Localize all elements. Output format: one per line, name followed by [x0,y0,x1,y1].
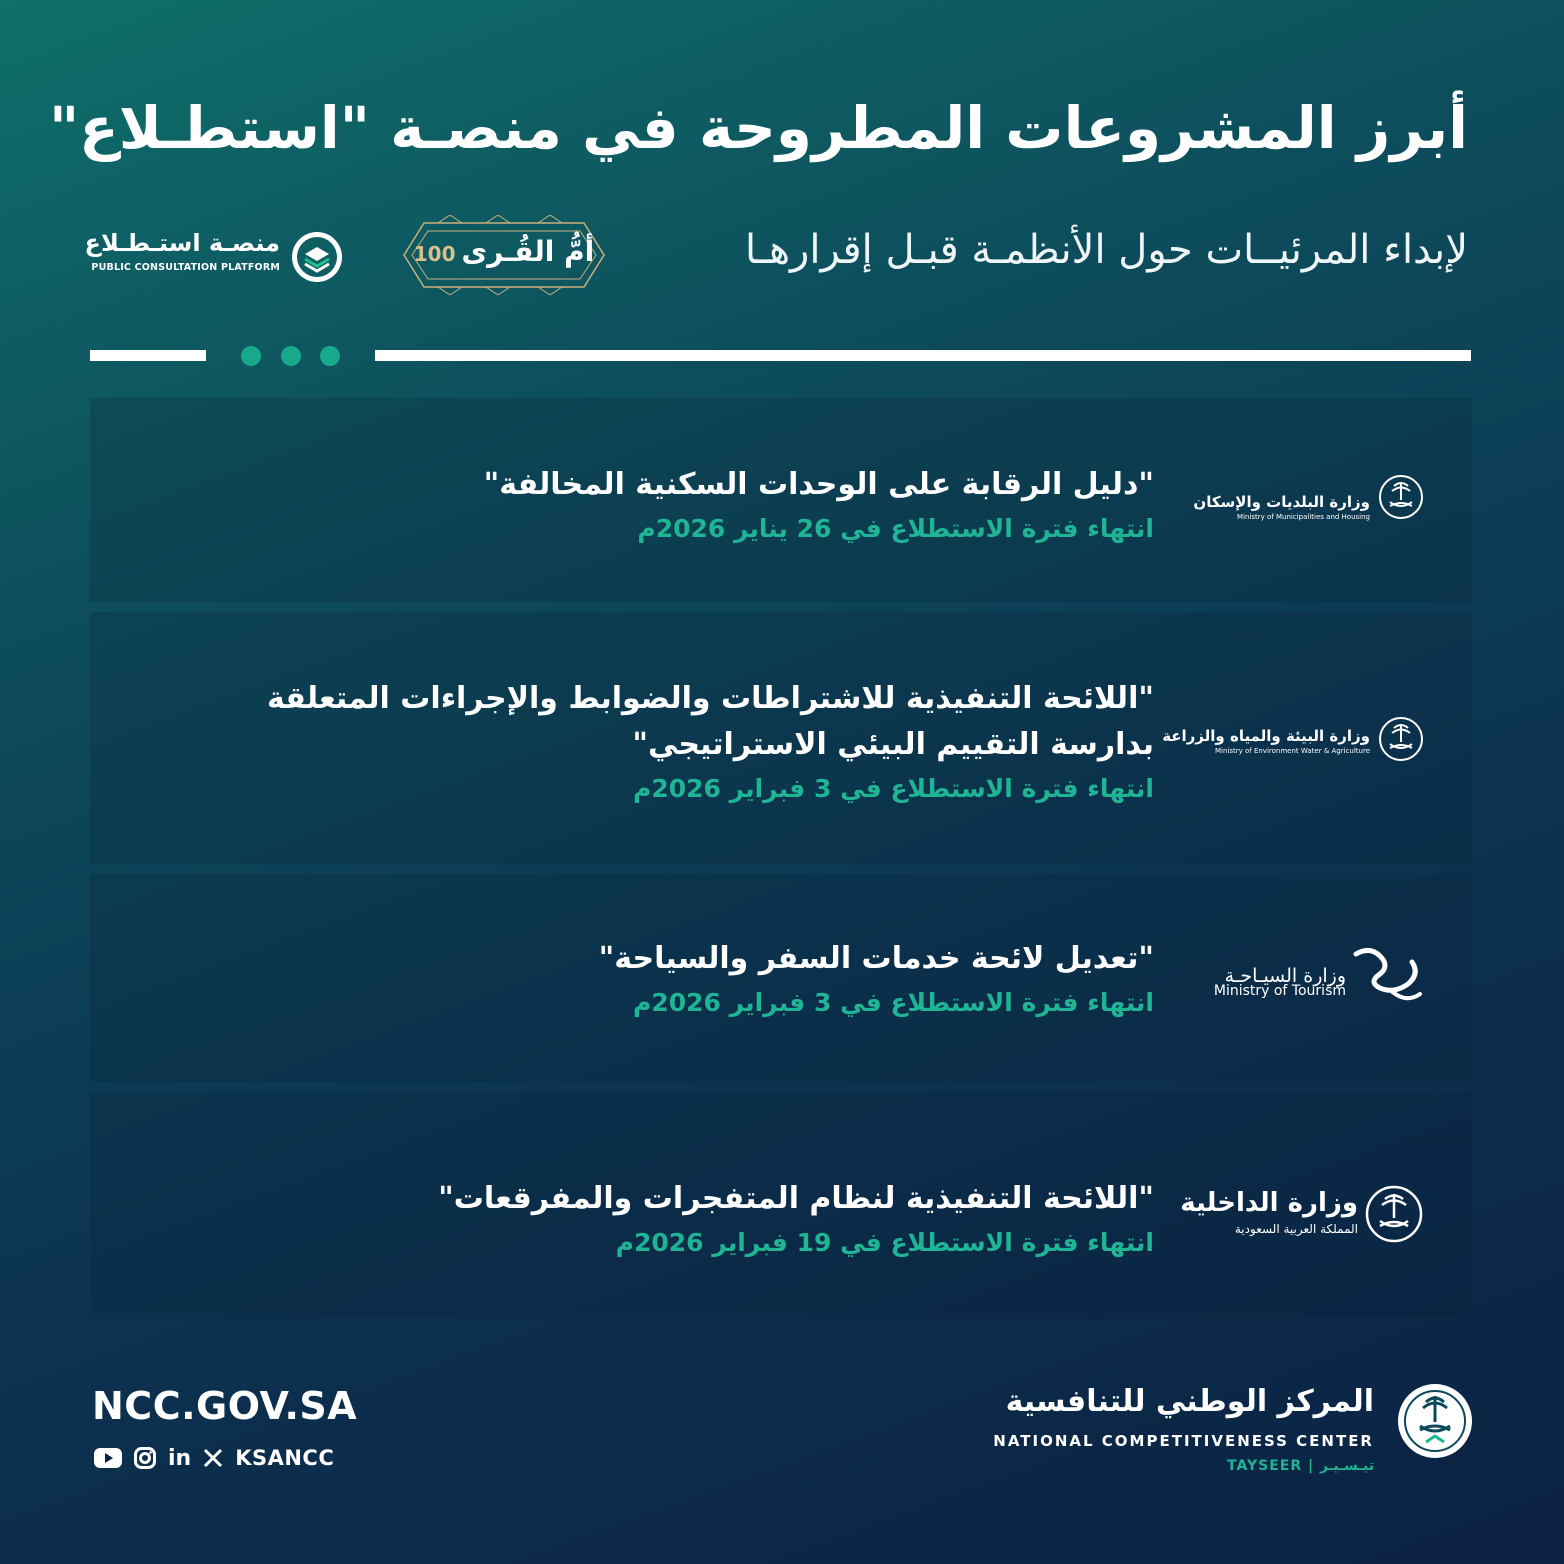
project-title: "اللائحة التنفيذية للاشتراطات والضوابط والإجراءات المتعلقة بدارسة التقييم البيئي الاستراتيجي" [266,681,1154,762]
divider-dot [281,346,301,366]
instagram-icon[interactable] [134,1447,156,1469]
umm-al-qura-logo [398,215,610,295]
project-title: "تعديل لائحة خدمات السفر والسياحة" [598,941,1154,976]
divider-left [90,350,206,361]
divider-right [375,350,1471,361]
layers-check-icon [290,230,344,284]
ministry-logo [1136,965,1346,999]
page-title: أبرز المشروعات المطروحة في منصـة "استطـلاع" [48,94,1468,162]
palm-swords-emblem-icon [1364,1184,1424,1244]
project-title: "دليل الرقابة على الوحدات السكنية المخالفة" [483,467,1154,502]
ministry-name-ar: وزارة البيئة والمياه والزراعة [1162,727,1370,745]
tourism-calligraphy-icon [1350,944,1424,1006]
ministry-name-en: المملكة العربية السعودية [1234,1222,1358,1236]
page-subtitle: لإبداء المرئيــات حول الأنظمـة قبـل إقرارهـا [745,227,1468,273]
project-deadline: انتهاء فترة الاستطلاع في 3 فبراير 2026م [633,988,1154,1017]
ministry-logo [1148,1186,1358,1238]
project-deadline: انتهاء فترة الاستطلاع في 26 يناير 2026م [637,514,1154,543]
website-link[interactable]: NCC.GOV.SA [92,1384,358,1428]
ministry-logo [1160,726,1370,756]
ministry-name-ar: وزارة البلديات والإسكان [1193,493,1370,511]
org-name-ar: المركز الوطني للتنافسية [1005,1384,1374,1419]
umm-al-qura-name: أمُّ القُـرى [461,235,595,268]
project-deadline: انتهاء فترة الاستطلاع في 19 فبراير 2026م [615,1228,1154,1257]
linkedin-icon[interactable]: in [168,1445,192,1471]
palm-swords-emblem-icon [1378,716,1424,762]
ministry-name-ar: وزارة السيـاحـة [1224,965,1346,987]
divider-dot [241,346,261,366]
x-icon[interactable] [203,1448,223,1468]
ministry-name-ar: وزارة الداخلية [1180,1188,1358,1218]
ncc-emblem-icon [1396,1382,1474,1460]
tayseer-label: TAYSEER | تيـسـيـر [1227,1458,1374,1474]
palm-swords-emblem-icon [1378,474,1424,520]
platform-name-en: PUBLIC CONSULTATION PLATFORM [91,262,280,273]
platform-name-ar: منصـة استـطـلاع [84,229,280,257]
divider-dot [320,346,340,366]
youtube-icon[interactable] [94,1448,122,1468]
project-title: "اللائحة التنفيذية لنظام المتفجرات والمفرقعات" [438,1181,1154,1216]
ministry-name-en: Ministry of Municipalities and Housing [1237,513,1370,521]
social-handle[interactable]: KSANCC [235,1446,335,1470]
ministry-logo [1160,492,1370,522]
project-deadline: انتهاء فترة الاستطلاع في 3 فبراير 2026م [633,774,1154,803]
social-row [94,1444,334,1472]
umm-al-qura-number: 100 [413,242,456,266]
ministry-name-en: Ministry of Tourism [1213,983,1346,999]
ministry-name-en: Ministry of Environment Water & Agriculture [1215,747,1370,755]
org-name-en: NATIONAL COMPETITIVENESS CENTER [993,1432,1374,1450]
